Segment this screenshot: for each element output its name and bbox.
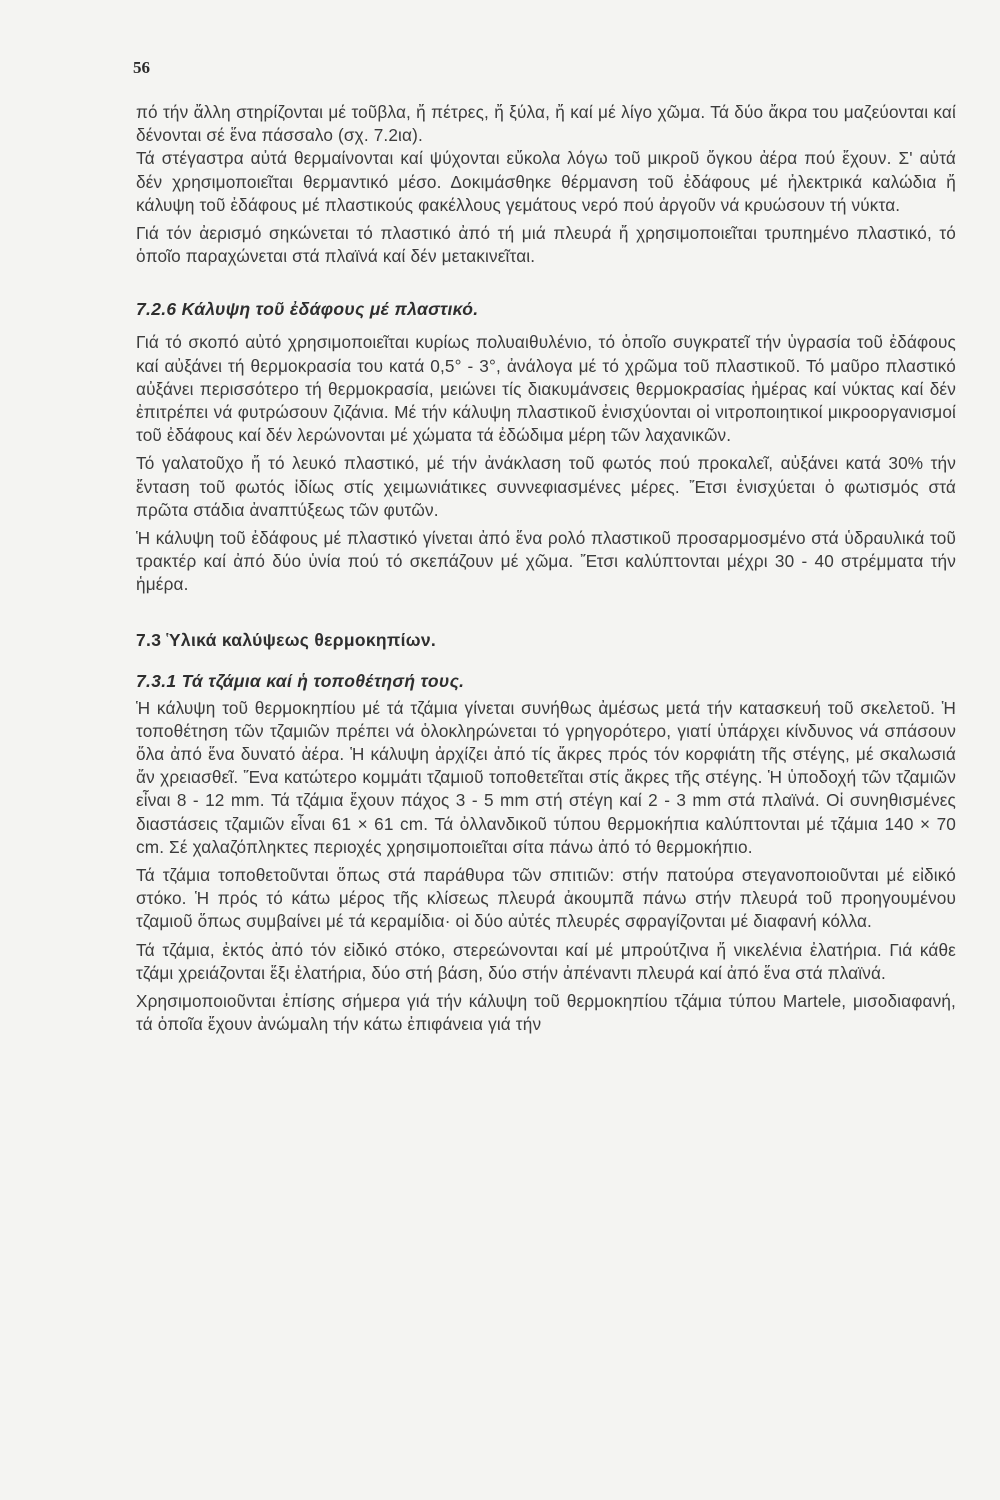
- section-heading-7-3: 7.3 Ὑλικά καλύψεως θερμοκηπίων.: [136, 629, 437, 650]
- paragraph: Τά τζάμια, ἐκτός ἀπό τόν εἰδικό στόκο, στερεώνονται καί μέ μπρούτζινα ἤ νικελένια ἐλατήρια. Γιά κάθε τζάμι χρειάζονται ἕξι ἐλατήρια, δύο στή βάση, δύο στήν ἀπέναντι πλευρά καί ἀπό ἕνα στά πλαϊνά.: [136, 939, 956, 983]
- paragraph: Γιά τόν ἀερισμό σηκώνεται τό πλαστικό ἀπό τή μιά πλευρά ἤ χρησιμοποιεῖται τρυπημένο πλαστικό, τό ὁποῖο παραχώνεται στά πλαϊνά καί δέν μετακινεῖται.: [136, 223, 956, 267]
- page-body: [136, 101, 956, 1037]
- paragraph: πό τήν ἄλλη στηρίζονται μέ τοῦβλα, ἤ πέτρες, ἤ ξύλα, ἤ καί μέ λίγο χῶμα. Τά δύο ἄκρα του μαζεύονται καί δένονται σέ ἕνα πάσσαλο (σχ. 7.2ια).: [136, 102, 956, 146]
- paragraph: Ἡ κάλυψη τοῦ ἐδάφους μέ πλαστικό γίνεται ἀπό ἕνα ρολό πλαστικοῦ προσαρμοσμένο στά ὑδραυλικά τοῦ τρακτέρ καί ἀπό δύο ὑνία πού τό σκεπάζουν μέ χῶμα. Ἔτσι καλύπτονται μέχρι 30 - 40 στρέμματα τήν ἡμέρα.: [136, 528, 956, 595]
- paragraph: Τό γαλατοῦχο ἤ τό λευκό πλαστικό, μέ τήν ἀνάκλαση τοῦ φωτός πού προκαλεῖ, αὐξάνει κατά 30% τήν ἔνταση τοῦ φωτός ἰδίως στίς χειμωνιάτικες συννεφιασμένες μέρες. Ἔτσι ἐνισχύεται ὁ φωτισμός στά πρῶτα στάδια ἀναπτύξεως τῶν φυτῶν.: [136, 453, 956, 520]
- section-heading-7-3-1: 7.3.1 Τά τζάμια καί ἡ τοποθέτησή τους.: [136, 670, 465, 691]
- paragraph: Τά τζάμια τοποθετοῦνται ὅπως στά παράθυρα τῶν σπιτιῶν: στήν πατούρα στεγανοποιοῦνται μέ εἰδικό στόκο. Ἡ πρός τό κάτω μέρος τῆς κλίσεως πλευρά ἀκουμπᾶ πάνω στήν πλευρά τοῦ προηγουμένου τζαμιοῦ ὅπως συμβαίνει μέ τά κεραμίδια· οἱ δύο αὐτές πλευρές σφραγίζονται μέ διαφανή κόλλα.: [136, 865, 956, 932]
- paragraph: Τά στέγαστρα αὐτά θερμαίνονται καί ψύχονται εὔκολα λόγω τοῦ μικροῦ ὄγκου ἀέρα πού ἔχουν. Σ' αὐτά δέν χρησιμοποιεῖται θερμαντικό μέσο. Δοκιμάσθηκε θέρμανση τοῦ ἐδάφους μέ ἠλεκτρικά καλώδια ἤ κάλυψη τοῦ ἐδάφους μέ πλαστικούς φακέλλους γεμάτους νερό πού ἀργοῦν νά κρυώσουν τή νύκτα.: [136, 148, 956, 215]
- section-heading-7-2-6: 7.2.6 Κάλυψη τοῦ ἐδάφους μέ πλαστικό.: [136, 299, 479, 320]
- paragraph: Ἡ κάλυψη τοῦ θερμοκηπίου μέ τά τζάμια γίνεται συνήθως ἀμέσως μετά τήν κατασκευή τοῦ σκελετοῦ. Ἡ τοποθέτηση τῶν τζαμιῶν πρέπει νά ὁλοκληρώνεται τό γρηγορότερο, γιατί ὑπάρχει κίνδυνος νά σπάσουν ὅλα ἀπό ἕνα δυνατό ἀέρα. Ἡ κάλυψη ἀρχίζει ἀπό τίς ἄκρες πρός τόν κορφιάτη τῆς στέγης, μέ σκαλωσιά ἄν χρειασθεῖ. Ἕνα κατώτερο κομμάτι τζαμιοῦ τοποθετεῖται στίς ἄκρες τῆς στέγης. Ἡ ὑποδοχή τῶν τζαμιῶν εἶναι 8 - 12 mm. Τά τζάμια ἔχουν πάχος 3 - 5 mm στή στέγη καί 2 - 3 mm στά πλαϊνά. Οἱ συνηθισμένες διαστάσεις τζαμιῶν εἶναι 61 × 61 cm. Τά ὀλλανδικοῦ τύπου θερμοκήπια καλύπτονται μέ τζάμια 140 × 70 cm. Σέ χαλαζόπληκτες περιοχές χρησιμοποιεῖται σίτα πάνω ἀπό τό θερμοκήπιο.: [136, 697, 956, 857]
- paragraph: Γιά τό σκοπό αὐτό χρησιμοποιεῖται κυρίως πολυαιθυλένιο, τό ὁποῖο συγκρατεῖ τήν ὑγρασία τοῦ ἐδάφους καί αὐξάνει τή θερμοκρασία του κατά 0,5° - 3°, ἀνάλογα μέ τό χρῶμα τοῦ πλαστικοῦ. Τό μαῦρο πλαστικό αὐξάνει περισσότερο τή θερμοκρασία, μειώνει τίς διακυμάνσεις θερμοκρασίας ἡμέρας καί νύκτας καί δέν ἐπιτρέπει νά φυτρώσουν ζιζάνια. Μέ τήν κάλυψη πλαστικοῦ ἐνισχύονται οἱ νιτροποιητικοί μικροοργανισμοί τοῦ ἐδάφους καί δέν λερώνονται μέ χώματα τά ἐδώδιμα μέρη τῶν λαχανικῶν.: [136, 332, 956, 446]
- page-number: 56: [133, 58, 150, 77]
- paragraph: Χρησιμοποιοῦνται ἐπίσης σήμερα γιά τήν κάλυψη τοῦ θερμοκηπίου τζάμια τύπου Martele, μισοδιαφανή, τά ὁποῖα ἔχουν ἀνώμαλη τήν κάτω ἐπιφάνεια γιά τήν: [136, 991, 956, 1035]
